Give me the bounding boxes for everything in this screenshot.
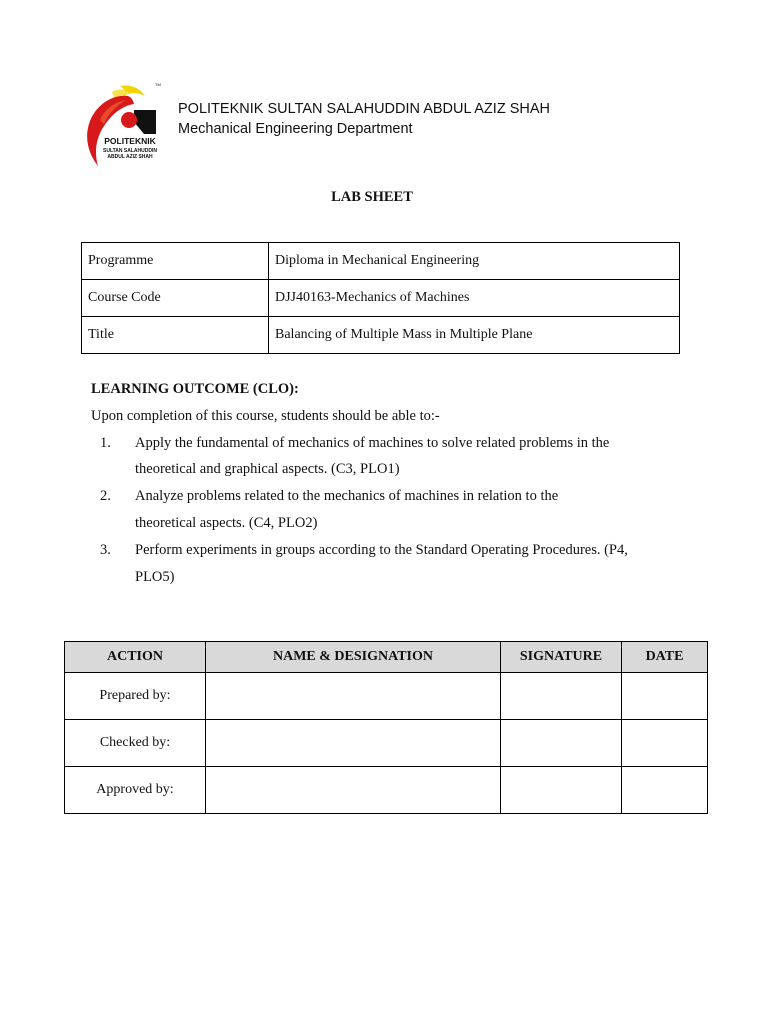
course-info-table [81, 242, 680, 354]
clo-item-text: PLO5) [135, 569, 175, 585]
info-value-programme: Diploma in Mechanical Engineering [269, 243, 680, 280]
institution-name: POLITEKNIK SULTAN SALAHUDDIN ABDUL AZIZ SHAH [178, 101, 550, 117]
date-cell[interactable] [622, 767, 708, 814]
info-value-course-code: DJJ40163-Mechanics of Machines [269, 280, 680, 317]
signature-cell[interactable] [501, 720, 622, 767]
name-cell[interactable] [206, 767, 501, 814]
action-label: Approved by: [65, 767, 206, 814]
table-row [82, 317, 680, 354]
table-row [65, 767, 708, 814]
logo-text-1: POLITEKNIK [104, 136, 156, 146]
clo-item-text: Apply the fundamental of mechanics of machines to solve related problems in the [135, 435, 610, 451]
politeknik-logo [82, 80, 162, 170]
table-row [65, 673, 708, 720]
info-key-programme: Programme [82, 243, 269, 280]
date-cell[interactable] [622, 673, 708, 720]
approval-table [64, 641, 708, 814]
action-label: Checked by: [65, 720, 206, 767]
clo-item-number: 3. [100, 542, 111, 558]
signature-cell[interactable] [501, 673, 622, 720]
column-header-action: ACTION [65, 642, 206, 673]
table-row [82, 280, 680, 317]
info-key-course-code: Course Code [82, 280, 269, 317]
clo-heading: LEARNING OUTCOME (CLO): [91, 381, 299, 397]
logo-text-3: ABDUL AZIZ SHAH [107, 154, 153, 160]
column-header-signature: SIGNATURE [501, 642, 622, 673]
info-key-title: Title [82, 317, 269, 354]
signature-cell[interactable] [501, 767, 622, 814]
clo-item-text: Perform experiments in groups according to the Standard Operating Procedures. (P4, [135, 542, 628, 558]
logo-text-2: SULTAN SALAHUDDIN [103, 148, 157, 154]
clo-item-number: 1. [100, 435, 111, 451]
action-label: Prepared by: [65, 673, 206, 720]
svg-text:TM: TM [155, 82, 161, 87]
info-value-title: Balancing of Multiple Mass in Multiple Plane [269, 317, 680, 354]
table-header-row [65, 642, 708, 673]
name-cell[interactable] [206, 673, 501, 720]
date-cell[interactable] [622, 720, 708, 767]
clo-item-text: theoretical aspects. (C4, PLO2) [135, 515, 318, 531]
column-header-date: DATE [622, 642, 708, 673]
clo-item-number: 2. [100, 488, 111, 504]
page-title: LAB SHEET [331, 189, 413, 205]
name-cell[interactable] [206, 720, 501, 767]
department-name: Mechanical Engineering Department [178, 121, 413, 137]
table-row [65, 720, 708, 767]
clo-item-text: Analyze problems related to the mechanics of machines in relation to the [135, 488, 559, 504]
column-header-name: NAME & DESIGNATION [206, 642, 501, 673]
clo-intro: Upon completion of this course, students should be able to:- [91, 408, 440, 424]
table-row [82, 243, 680, 280]
clo-item-text: theoretical and graphical aspects. (C3, PLO1) [135, 461, 400, 477]
